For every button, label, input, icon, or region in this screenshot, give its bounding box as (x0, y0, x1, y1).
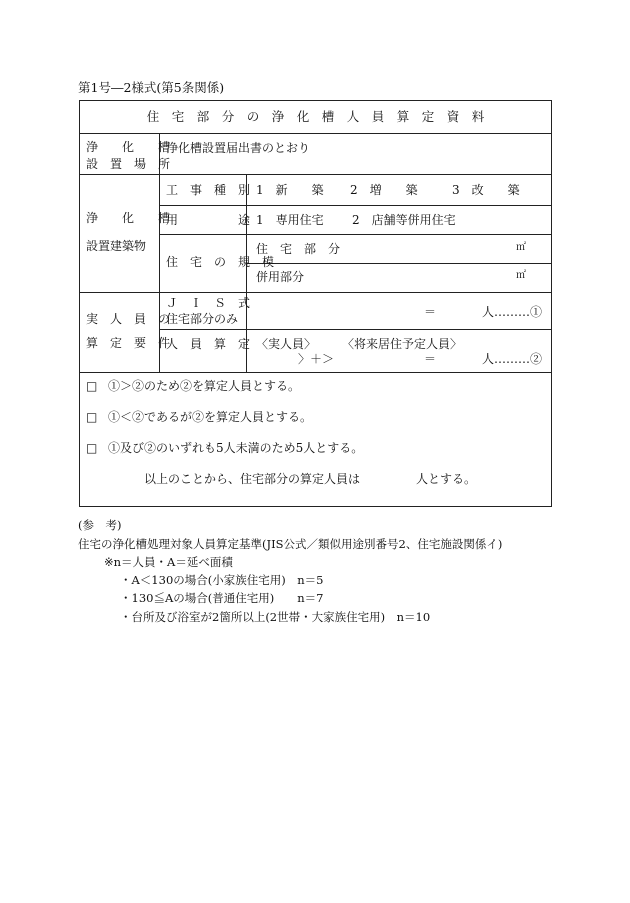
actual-equals: ＝ (424, 352, 437, 366)
use-label: 用 途 (166, 213, 251, 227)
reference-item-1: ・A＜130の場合(小家族住宅用) n＝5 (120, 573, 324, 587)
row-divider-1 (79, 174, 552, 175)
row-divider-2 (79, 292, 552, 293)
row-divider-3 (79, 372, 552, 373)
residential-area-unit: ㎡ (516, 242, 526, 253)
option-3-text: ①及び②のいずれも5人未満のため5人とする。 (108, 441, 364, 455)
row-divider-scale (246, 263, 552, 264)
option-3-checkbox[interactable]: □ (86, 441, 98, 455)
row-divider-jis (159, 329, 552, 330)
residential-area-label: 住 宅 部 分 (256, 242, 341, 256)
reference-item-3: ・台所及び浴室が2箇所以上(2世帯・大家族住宅用) n＝10 (120, 610, 431, 624)
jis-label-line2: 住宅部分のみ (166, 312, 239, 326)
shared-area-label: 併用部分 (256, 270, 305, 284)
option-2-text: ①＜②であるが②を算定人員とする。 (108, 410, 313, 424)
table-right-border (551, 100, 552, 507)
reference-line2: ※n＝人員・A＝延べ面積 (104, 555, 233, 569)
option-1-text: ①＞②のため②を算定人員とする。 (108, 379, 301, 393)
conclusion-prefix: 以上のことから、住宅部分の算定人員は (144, 472, 361, 486)
form-number: 第1号―2様式(第5条関係) (78, 80, 225, 95)
table-title: 住 宅 部 分 の 浄 化 槽 人 員 算 定 資 料 (146, 109, 485, 124)
construction-option-new: 1 新 築 (256, 183, 324, 197)
option-1-checkbox[interactable]: □ (86, 379, 98, 393)
scale-label: 住 宅 の 規 模 (166, 255, 275, 269)
use-option-mixed: 2 店舗等併用住宅 (352, 213, 456, 227)
reference-heading: (参 考) (78, 518, 122, 532)
construction-option-extension: 2 増 築 (350, 183, 418, 197)
jis-result: 人………① (482, 305, 543, 319)
option-2-checkbox[interactable]: □ (86, 410, 98, 424)
future-residents-bracket: 〈将来居住予定人員〉 (342, 337, 463, 351)
actual-plus: 〉＋＞ (298, 352, 335, 366)
construction-option-renovation: 3 改 築 (452, 183, 520, 197)
building-label-line1: 浄 化 槽 (86, 211, 171, 225)
row-divider-construction (159, 205, 552, 206)
location-label-line1: 浄 化 槽 (86, 140, 171, 154)
reference-item-2: ・130≦Aの場合(普通住宅用) n＝7 (120, 591, 324, 605)
title-divider (79, 133, 552, 134)
actual-people-bracket: 〈実人員〉 (256, 337, 317, 351)
jis-label-line1: Ｊ Ｉ Ｓ 式 (166, 296, 251, 310)
construction-type-label: 工 事 種 別 (166, 183, 251, 197)
shared-area-unit: ㎡ (516, 270, 526, 281)
actual-label: 人 員 算 定 (166, 337, 251, 351)
building-label-line2: 設置建築物 (86, 239, 147, 253)
reference-line1: 住宅の浄化槽処理対象人員算定基準(JIS公式／類似用途別番号2、住宅施設関係イ) (78, 537, 503, 551)
table-bottom-border (79, 506, 552, 507)
calc-label-line1: 実 人 員 の (86, 312, 171, 326)
location-label-line2: 設 置 場 所 (86, 157, 171, 171)
use-option-residential: 1 専用住宅 (256, 213, 324, 227)
table-left-border (79, 100, 80, 507)
calc-label-line2: 算 定 要 件 (86, 336, 171, 350)
row-divider-use (159, 234, 552, 235)
location-value: 浄化槽設置届出書のとおり (166, 141, 311, 155)
conclusion-suffix: 人とする。 (416, 472, 477, 486)
actual-result: 人………② (482, 352, 543, 366)
table-top-border (79, 100, 552, 101)
jis-equals: ＝ (424, 305, 437, 319)
